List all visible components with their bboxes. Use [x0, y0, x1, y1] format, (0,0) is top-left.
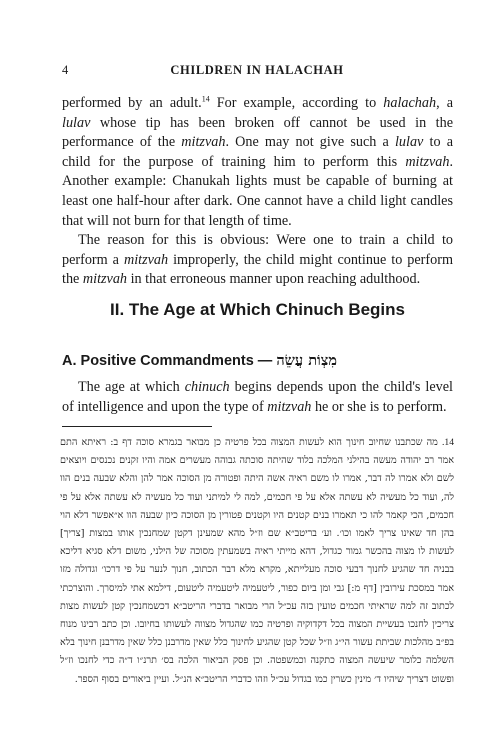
footnote-number: 14.: [442, 437, 454, 448]
section-heading: II. The Age at Which Chinuch Begins: [110, 300, 405, 319]
body-text-bottom: [62, 378, 453, 417]
subsection-hebrew: מִצְוֹת עֲשֵׂה: [276, 352, 337, 369]
footnote-divider: [62, 426, 212, 427]
paragraph-2: The reason for this is obvious: Were one to train a child to perform a mitzvah improperly, the child might continue to perform the mitzvah in that erroneous manner upon reaching adulthood.: [62, 232, 453, 288]
subsection-heading: A. Positive Commandments — מִצְוֹת עֲשֵׂה: [62, 352, 337, 369]
paragraph-3: The age at which chinuch begins depends upon the child's level of intelligence and upon the type of mitzvah he or she is to perform.: [62, 379, 453, 415]
paragraph-1: performed by an adult.$^{14}$ For example, according to halachah, a lulav whose tip has been broken off cannot be used in the performance of the mitzvah. One may not give such a lulav to a child for the purpose of training him to perform this mitzvah. Another example: Chanukah lights must be capable of burning at least one half-hour after dark. One cannot have a child light candles that will not burn for that length of time.: [62, 94, 453, 229]
body-text-top: [62, 94, 453, 290]
footnote-ref-14[interactable]: 14: [201, 94, 210, 104]
running-title: CHILDREN IN HALACHAH: [170, 63, 344, 77]
footnote-14: [60, 434, 454, 714]
page-number: 4: [62, 63, 69, 77]
footnote-text: מה שכתבנו שחיוב חינוך הוא לעשות המצוה בכל פרטיה כן מבואר בגמרא סוכה דף ב: ראיתא התם אמר רב יהודה מעשה בהילני המלכה בלוד שהיתה סוכתה גבוהה מעשרים אמה והיו זקנים נכנסים ויוצאים לשם ולא אמרו לה דבר, אמרו לו משם ראיה אשה היתה ופטורה מן הסוכה אמר להן והלא שבעה בנים הוו לה, ועוד כל מעשיה לא עשתה אלא על פי חכמים, למה לי למיתני ועוד כל מעשיה לא עשתה אלא על פי חכמים, הכי קאמר להו כי תאמרו בנים קטנים היו וקטנים פטורין מן הסוכה כיון שבעה הוו א״אפשר דלא הוי בהן חד שאינו צריך לאמו וכו׳. וע׳ בריטב״א שם וז״ל מהא שמעינן דקטן שמחנכין אותו במצות [צריך] לעשות לו מצוה בהכשר גמור כגדול, דהא מייתי ראיה בשמעתין מסוכה של הילני, משום דלא סגיא דליכא בבניה חד שהגיע לחנוך דבעי סוכה מעלייתא, מקרא מלא דבר הכתוב, חנוך לנער על פי דרכו׳ וגדולה מזו אמר במסכת עירובין [דף מ:] גבי ומן ביום כפור, ליטעמיה ליטעמיה ליטעום, דילמא אתי למיסרך. והוצרכתי לכתוב זה למה שראיתי חכמים טועין בזה עכ״ל הרי מבואר בדברי הריטב״א דכשמחנכין קטן לעשות מצות צריכין לחנכו בעשיית המצוה בכל דקדוקיה ופרטיה כמו שהגדול מצווה לעשותו בחיובו. וכן כתב רבינו מנוח בפ״ב מהלכות שביתת עשור הי״ג וז״ל שכל קטן שהגיע לחינוך כלל שאין מדרבנן כלל שאין מדרבנן חינוך בלא השלמה כלומר שיעשה המצוה כתקנה וכמשפטה. וכן פסק הביאור הלכה בס׳ תרנ״ו ד״ה כדי לחנכו וז״ל ופשוט דצריך שיהיו ד׳ מינין כשרין כמו בגדול עכ״ל וזהו כדברי הריטב״א הנ״ל. ועיין ביאורים בסוף הספר.: [60, 437, 454, 685]
